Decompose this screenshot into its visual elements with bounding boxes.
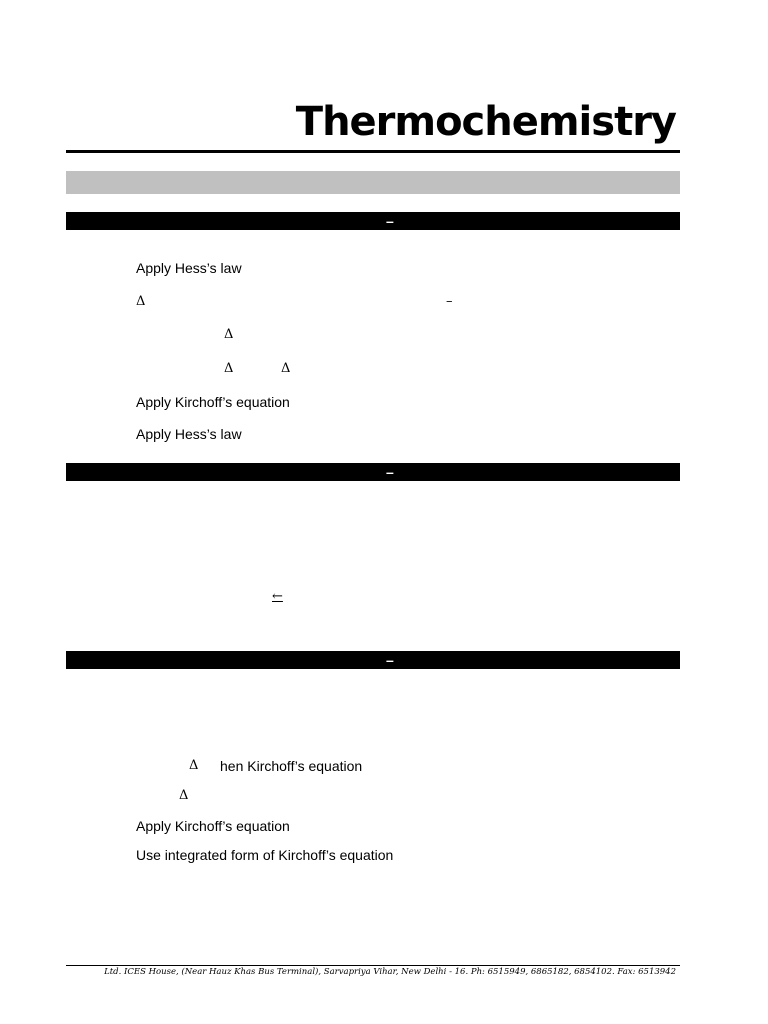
section-bar-3-dash: – — [386, 652, 394, 668]
section-bar-2 — [66, 463, 680, 481]
left-arrow-symbol: ← — [272, 589, 283, 604]
delta-symbol: Δ — [224, 327, 234, 342]
delta-symbol: Δ — [189, 758, 199, 773]
step-integrated-kirchoff-equation: Use integrated form of Kirchoff’s equation — [136, 847, 394, 863]
delta-symbol: Δ — [136, 294, 146, 309]
page-title: Thermochemistry — [295, 99, 676, 145]
section-bar-2-dash: – — [386, 464, 394, 480]
step-apply-hess-law: Apply Hess’s law — [136, 260, 242, 276]
step-apply-kirchoff-equation: Apply Kirchoff’s equation — [136, 818, 290, 834]
section-bar-1 — [66, 212, 680, 230]
minus-symbol: – — [446, 294, 453, 309]
step-apply-kirchoff-equation: Apply Kirchoff’s equation — [136, 394, 290, 410]
title-rule — [66, 150, 680, 153]
delta-symbol: Δ — [224, 361, 234, 376]
section-bar-1-dash: – — [386, 213, 394, 229]
delta-symbol: Δ — [281, 361, 291, 376]
delta-symbol: Δ — [179, 788, 189, 803]
grey-band — [66, 171, 680, 194]
section-bar-3 — [66, 651, 680, 669]
footer-address: Ltd. ICES House, (Near Hauz Khas Bus Terminal), Sarvapriya Vihar, New Delhi - 16. Ph: 6515949, 6865182, 6854102. Fax: 6513942 — [104, 967, 676, 977]
step-apply-hess-law: Apply Hess’s law — [136, 426, 242, 442]
step-kirchoff-equation: hen Kirchoff’s equation — [220, 758, 363, 774]
